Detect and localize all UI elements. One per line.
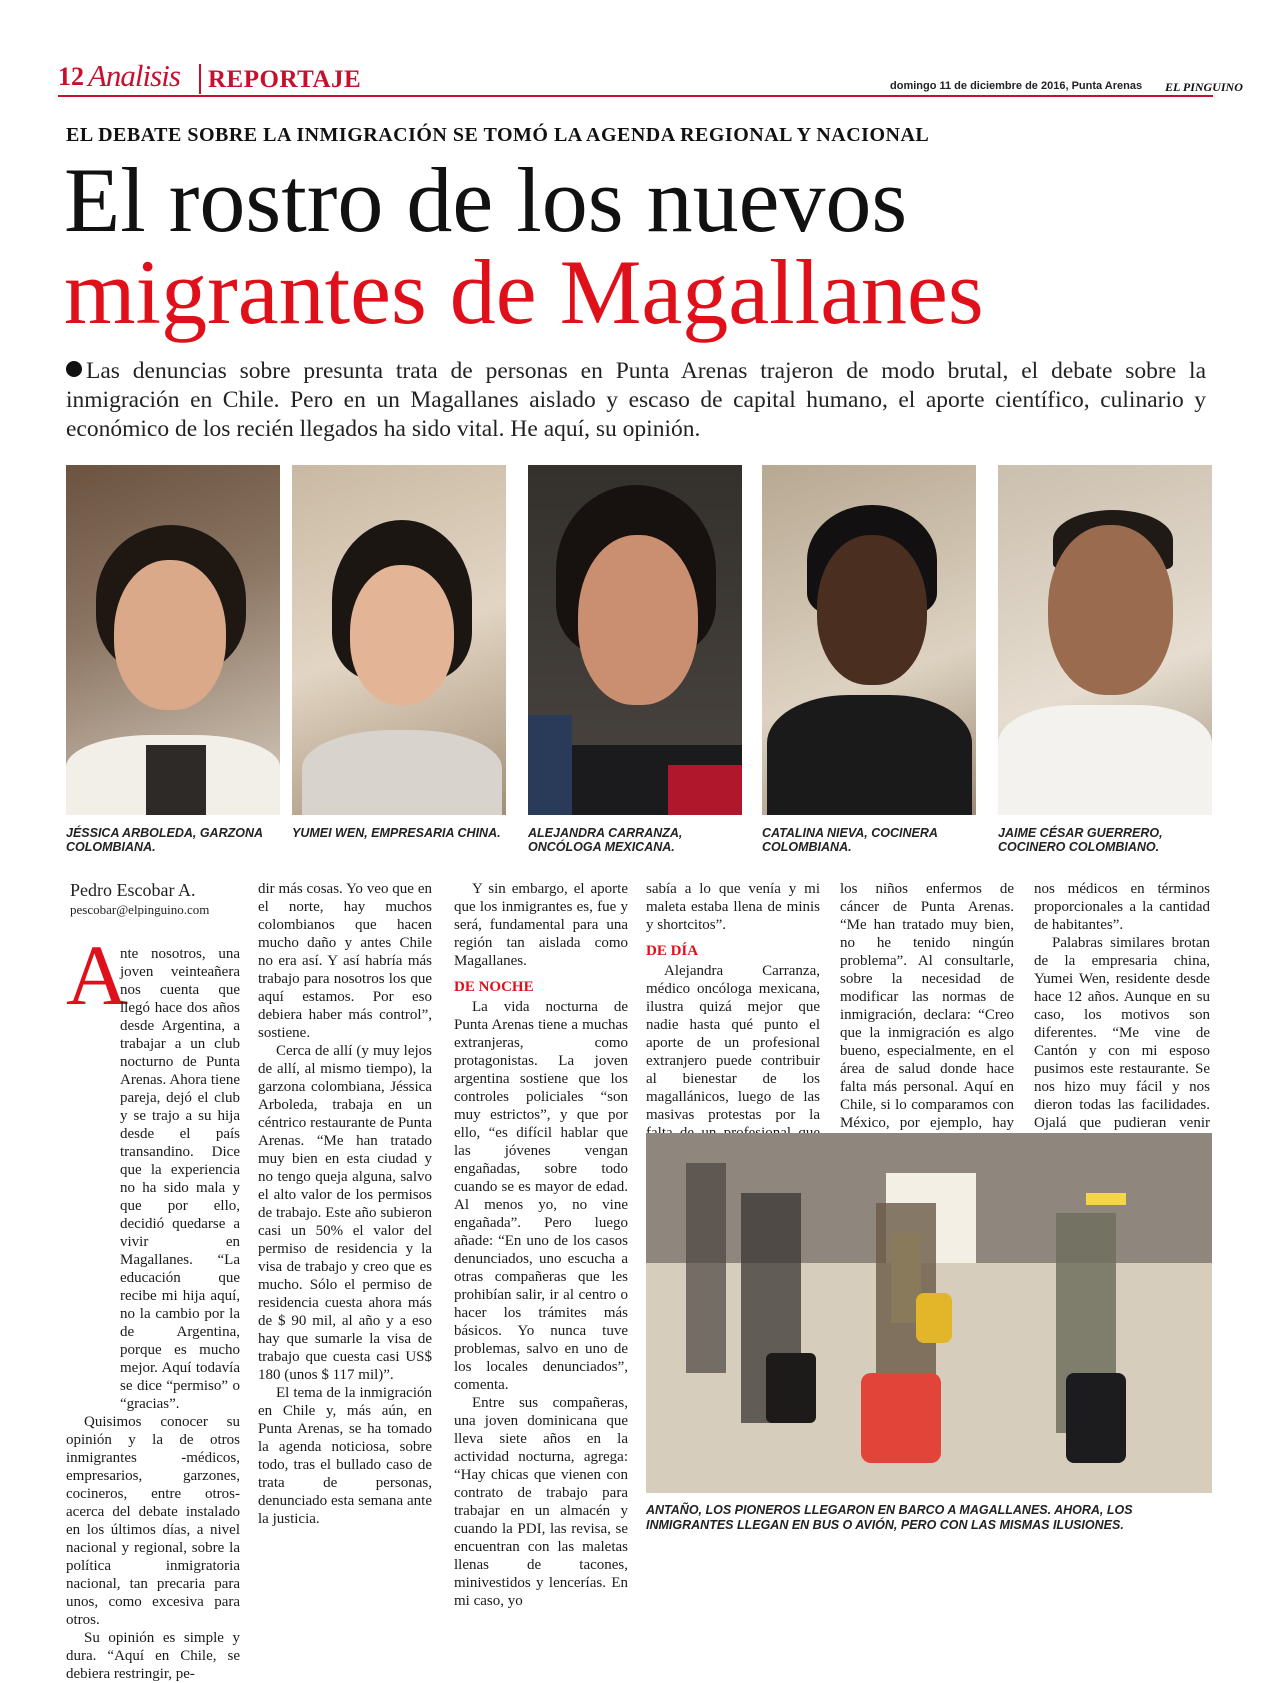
paragraph: los niños enfermos de cáncer de Punta Arenas. “Me han tratado muy bien, no he tenido ningún problema”. Al consultarle, sobre la necesidad de modificar las normas de inmigración, declara: “Creo que la inmigración es algo bueno, especialmente, en el área de salud donde hace falta más personal. Aquí en Chile, si lo comparamos con México, por ejemplo, hay — [840, 881, 1014, 1131]
column-1 — [66, 945, 240, 1683]
author-name: Pedro Escobar A. — [70, 880, 196, 900]
newspaper-name: EL PINGUINO — [1165, 80, 1243, 94]
paragraph: dir más cosas. Yo veo que en el norte, hay muchos colombianos que hacen mucho daño y antes Chile no era así. Y así habría más trabajo para nosotros los que aquí estamos. Por eso debiera haber más control”, sostiene. — [258, 881, 432, 1041]
paragraph: nte nosotros, una joven veinteañera nos cuenta que llegó hace dos años desde Argentina, a trabajar a un club nocturno de Punta Arenas. Ahora tiene pareja, dejó el club y se trajo a su hija desde el país transandino. Dice que la experiencia no ha sido mala y que por ello, decidió quedarse a vivir en Magallanes. “La educación que recibe mi hija aquí, no la cambio por la de Argentina, porque es mucho mejor. Aquí todavía se dice “permiso” o “gracias”. — [120, 946, 240, 1412]
headline-line-1: El rostro de los nuevos — [64, 149, 908, 251]
airport-photo — [646, 1133, 1212, 1493]
paragraph: Quisimos conocer su opinión y la de otros inmigrantes -médicos, empresarios, garzones, cocineros, entre otros- acerca del debate instalado en los últimos días, a nivel nacional y regional, sobre la política inmigratoria nacional, tan precaria para unos, como excesiva para otros. — [66, 1414, 240, 1628]
paragraph: Entre sus compañeras, una joven dominicana que lleva siete años en la actividad nocturna, agrega: “Hay chicas que vienen con contrato de trabajo para trabajar en un almacén y cuando la PDI, las revisa, se encuentran con las maletas llenas de tacones, minivestidos y lencerías. En mi caso, yo — [454, 1395, 628, 1609]
airport-photo-caption: ANTAÑO, LOS PIONEROS LLEGARON EN BARCO A MAGALLANES. AHORA, LOS INMIGRANTES LLEGAN EN BUS O AVIÓN, PERO CON LAS MISMAS ILUSIONES. — [646, 1503, 1133, 1532]
lede-text: Las denuncias sobre presunta trata de personas en Punta Arenas trajeron de modo brutal, el debate sobre la inmigración en Chile. Pero en un Magallanes aislado y escaso de capital humano, el aporte científico, culinario y económico de los recién llegados ha sido vital. He aquí, su opinión. — [66, 358, 1206, 442]
portrait-caption-5: JAIME CÉSAR GUERRERO, COCINERO COLOMBIANO. — [998, 826, 1163, 854]
column-3 — [454, 880, 628, 1610]
airport-scene — [646, 1133, 1212, 1493]
paragraph: Alejandra Carranza, médico oncóloga mexicana, ilustra quizá mejor que nadie hasta qué punto el aporte de un profesional extranjero puede contribuir al bienestar de los magallánicos, luego de las masivas protestas por la — [646, 963, 820, 1123]
lede — [66, 357, 1206, 444]
column-5 — [840, 880, 1014, 1150]
section-name: Analisis — [88, 58, 180, 93]
page-number: 12 — [58, 62, 84, 91]
column-4 — [646, 880, 820, 1160]
subhead-night: DE NOCHE — [454, 979, 534, 995]
paragraph: sabía a lo que venía y mi maleta estaba llena de minis y shortcitos”. — [646, 881, 820, 933]
portrait-photo-3 — [528, 465, 742, 815]
column-6 — [1034, 880, 1210, 1150]
portrait-photo-2 — [292, 465, 506, 815]
portrait-caption-3: ALEJANDRA CARRANZA, ONCÓLOGA MEXICANA. — [528, 826, 683, 854]
paragraph: Su opinión es simple y dura. “Aquí en Chile, se debiera restringir, pe- — [66, 1630, 240, 1682]
paragraph: El tema de la inmigración en Chile y, más aún, en Punta Arenas, se ha tomado la agenda noticiosa, sobre todo, tras el bullado caso de trata de personas, denunciado esta semana ante la justicia. — [258, 1385, 432, 1527]
portrait-caption-1: JÉSSICA ARBOLEDA, GARZONA COLOMBIANA. — [66, 826, 263, 854]
drop-cap: A — [66, 927, 129, 1023]
subhead-day: DE DÍA — [646, 943, 699, 959]
portrait-caption-4: CATALINA NIEVA, COCINERA COLOMBIANA. — [762, 826, 938, 854]
column-2 — [258, 880, 432, 1528]
header-rule — [58, 95, 1213, 97]
paragraph: Cerca de allí (y muy lejos de allí, al mismo tiempo), la garzona colombiana, Jéssica Arboleda, trabaja en un céntrico restaurante de Punta Arenas. “Me han tratado muy bien en esta ciudad y no tengo queja alguna, salvo el alto valor de los permisos de trabajo. Este año subieron casi un 50% el valor del permiso de residencia y la visa de trabajo y creo que es mucho. Sólo el permiso de residencia cuesta ahora más de $ 90 mil, al año y a eso hay que sumarle la visa de trabajo que cuesta casi US$ 180 (unos $ 117 mil)”. — [258, 1043, 432, 1383]
headline-line-2: migrantes de Magallanes — [64, 241, 984, 343]
paragraph: La vida nocturna de Punta Arenas tiene a muchas extranjeras, como protagonistas. La joven argentina sostiene que los controles policiales “son muy estrictos”, y que por ello, “es difícil hablar que las jóvenes vengan engañadas, sobre todo cuando se es mayor de edad. Al menos yo, no vine engañada”. Pero luego añade: “En uno de los casos denunciados, uno escucha a otras compañeras que les prohibían salir, ir al centro o hacer los trámites más básicos. Yo nunca tuve problemas, salvo en uno de los locales denunciados”, comenta. — [454, 999, 628, 1393]
kicker: EL DEBATE SOBRE LA INMIGRACIÓN SE TOMÓ LA AGENDA REGIONAL Y NACIONAL — [66, 124, 930, 146]
portrait-caption-2: YUMEI WEN, EMPRESARIA CHINA. — [292, 826, 501, 840]
portrait-photo-1 — [66, 465, 280, 815]
bullet-icon — [66, 361, 82, 377]
portrait-photo-5 — [998, 465, 1212, 815]
edition-date: domingo 11 de diciembre de 2016, Punta Arenas — [890, 80, 1143, 92]
paragraph: Palabras similares brotan de la empresaria china, Yumei Wen, residente desde hace 12 años. Aunque en su caso, los motivos son diferentes. “Me vine de Cantón y con mi esposo pusimos este restaurante. Se nos hizo muy fácil y nos dieron todas las facilidades. Ojalá que pudieran venir — [1034, 935, 1210, 1131]
author-email[interactable]: pescobar@elpinguino.com — [70, 902, 210, 917]
paragraph: nos médicos en términos proporcionales a la cantidad de habitantes”. — [1034, 881, 1210, 933]
paragraph: Y sin embargo, el aporte que los inmigrantes es, fue y será, fundamental para una región tan aislada como Magallanes. — [454, 881, 628, 969]
section-subname: REPORTAJE — [208, 66, 362, 93]
section-divider — [199, 64, 201, 94]
portrait-photo-4 — [762, 465, 976, 815]
